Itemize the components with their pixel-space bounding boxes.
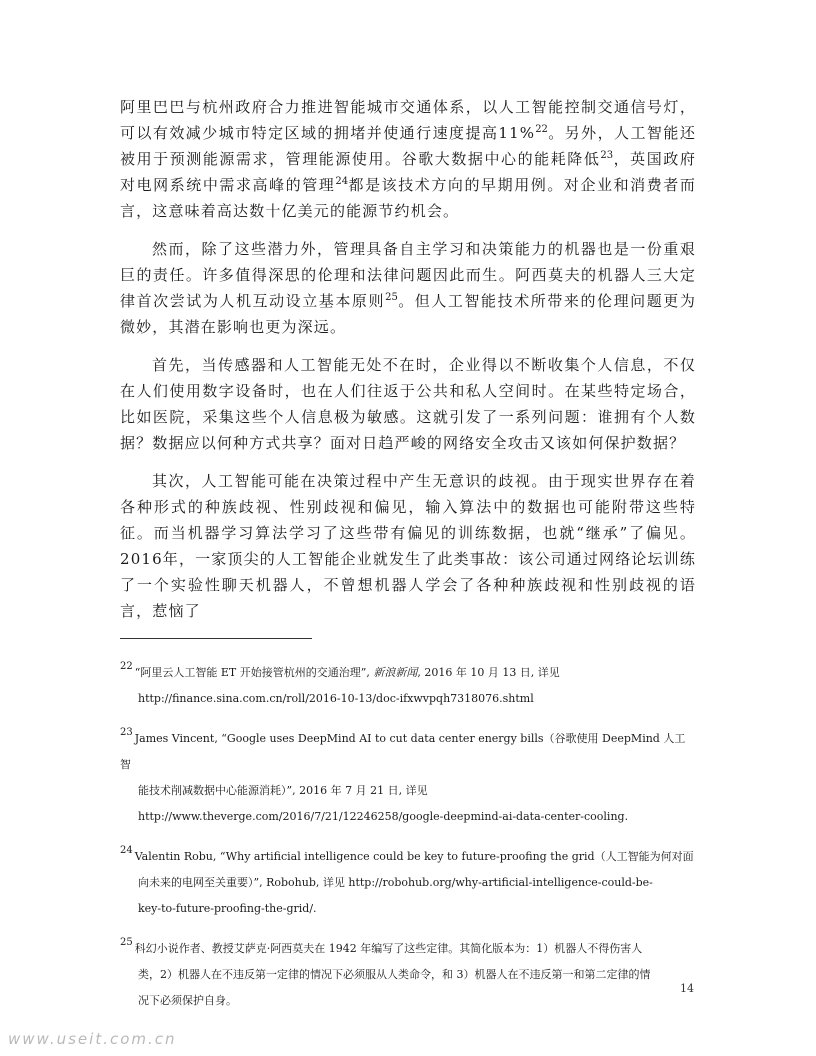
footnote-number: 24: [120, 845, 133, 856]
footnote-link[interactable]: http://finance.sina.com.cn/roll/2016-10-13/doc-ifxwvpqh7318076.shtml: [138, 692, 534, 705]
page-number: 14: [680, 982, 694, 995]
footnote-number: 23: [120, 727, 133, 738]
footnote-number: 25: [120, 937, 133, 948]
footnote-24: 24 Valentin Robu, “Why artificial intelligence could be key to future-proofing the grid（人工智能为何对面 向未来的电网至关重要）”, Robohub, 详见 http://robohub.org/why-artificial-intelligence-could-be- key-to-future-proofing-the-grid/.: [120, 844, 696, 922]
footnote-number: 22: [120, 661, 133, 672]
watermark: www.useit.com.cn: [8, 1030, 177, 1048]
paragraph-4: 其次，人工智能可能在决策过程中产生无意识的歧视。由于现实世界存在着各种形式的种族歧视、性别歧视和偏见，输入算法中的数据也可能附带这些特征。而当机器学习算法学习了这些带有偏见的训练数据，也就“继承”了偏见。2016年，一家顶尖的人工智能企业就发生了此类事故：该公司通过网络论坛训练了一个实验性聊天机器人，不曾想机器人学会了各种种族歧视和性别歧视的语言，惹恼了: [120, 472, 696, 620]
footnote-23: 23 James Vincent, “Google uses DeepMind AI to cut data center energy bills（谷歌使用 DeepMind 人工智 能技术削减数据中心能源消耗）”, 2016 年 7 月 21 日, 详见 http://www.theverge.com/2016/7/21/12246258/google-deepmind-ai-data-center-cooling.: [120, 726, 696, 830]
footnote-separator: [120, 638, 312, 639]
footnote-22: 22 “阿里云人工智能 ET 开始接管杭州的交通治理”, 新浪新闻, 2016 年 10 月 13 日, 详见 http://finance.sina.com.cn/roll/2016-10-13/doc-ifxwvpqh7318076.shtml: [120, 660, 696, 712]
paragraph-3: 首先，当传感器和人工智能无处不在时，企业得以不断收集个人信息，不仅在人们使用数字设备时，也在人们往返于公共和私人空间时。在某些特定场合，比如医院，采集这些个人信息极为敏感。这就引发了一系列问题：谁拥有个人数据？数据应以何种方式共享？面对日趋严峻的网络安全攻击又该如何保护数据？: [120, 356, 696, 452]
body-text: [120, 94, 696, 636]
source-name: 新浪新闻: [373, 666, 418, 679]
footnote-25: 25 科幻小说作者、教授艾萨克·阿西莫夫在 1942 年编写了这些定律。其简化版本为：1）机器人不得伤害人 类，2）机器人在不违反第一定律的情况下必须服从人类命令，和 3）机器人在不违反第一和第二定律的情 况下必须保护自身。: [120, 937, 651, 1007]
paragraph-1: 阿里巴巴与杭州政府合力推进智能城市交通体系，以人工智能控制交通信号灯，可以有效减少城市特定区域的拥堵并使通行速度提高11%$^{22}$。另外，人工智能还被用于预测能源需求，管理能源使用。谷歌大数据中心的能耗降低$^{23}$，英国政府对电网系统中需求高峰的管理$^{24}$都是该技术方向的早期用例。对企业和消费者而言，这意味着高达数十亿美元的能源节约机会。: [120, 98, 697, 220]
footnote-link[interactable]: http://www.theverge.com/2016/7/21/12246258/google-deepmind-ai-data-center-cooling.: [138, 810, 629, 823]
paragraph-2: 然而，除了这些潜力外，管理具备自主学习和决策能力的机器也是一份重艰巨的责任。许多值得深思的伦理和法律问题因此而生。阿西莫夫的机器人三大定律首次尝试为人机互动设立基本原则$^{25}$。但人工智能技术所带来的伦理问题更为微妙，其潜在影响也更为深远。: [120, 240, 697, 336]
footnote-ref-22[interactable]: 22: [535, 124, 548, 135]
footnote-ref-24[interactable]: 24: [335, 176, 349, 187]
footnote-ref-23[interactable]: 23: [600, 150, 614, 161]
footnote-link[interactable]: 向未来的电网至关重要）”, Robohub, 详见 http://robohub.org/why-artificial-intelligence-could-be-: [138, 876, 653, 889]
footnotes: [120, 660, 696, 1028]
footnote-ref-25[interactable]: 25: [385, 292, 398, 303]
